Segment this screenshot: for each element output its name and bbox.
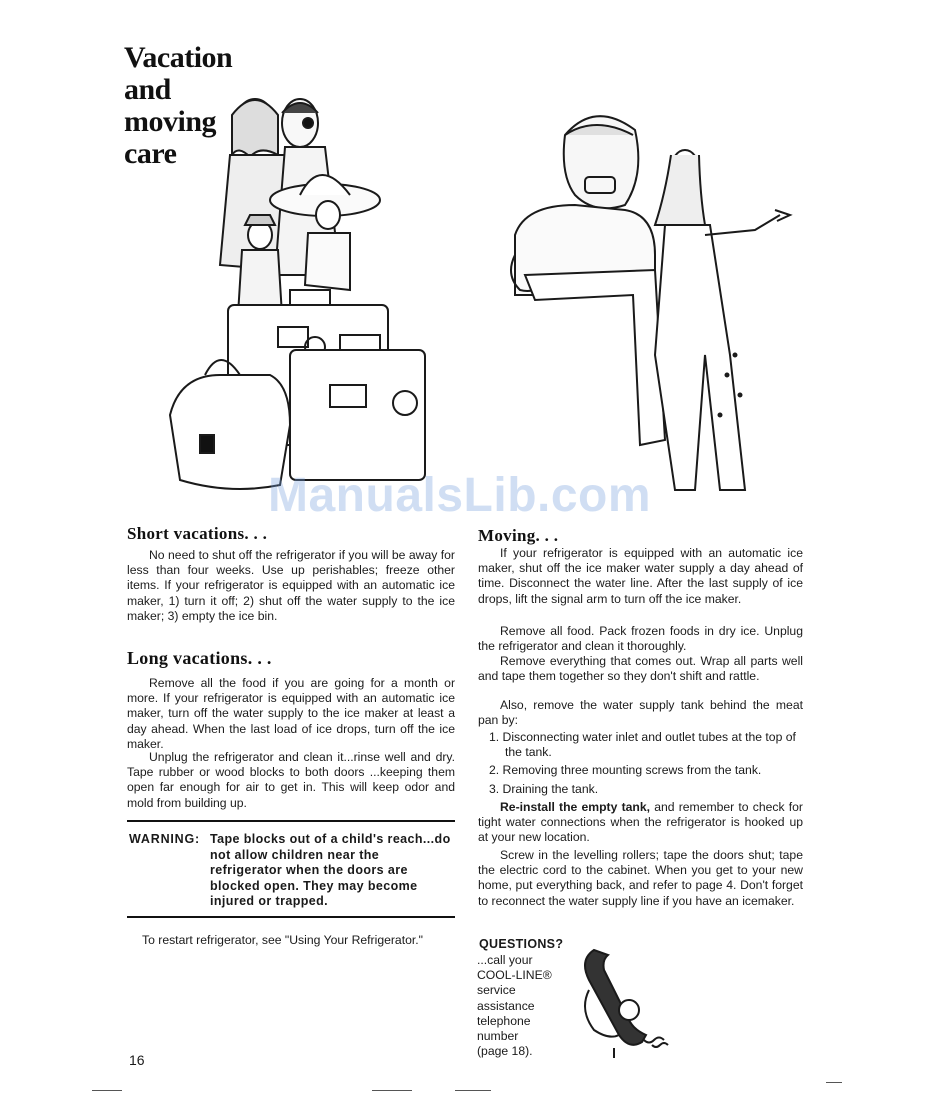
title-line: Vacation [124,41,233,74]
list-item: 1. Disconnecting water inlet and outlet tubes at the top of the tank. [489,730,796,760]
long-vacations-heading: Long vacations. . . [127,648,272,668]
moving-heading: Moving. . . [478,526,559,545]
short-vacations-heading: Short vacations. . . [127,524,268,543]
footer-rule [826,1082,842,1083]
questions-line: COOL-LINE® [477,968,552,983]
short-vacations-text: No need to shut off the refrigerator if you will be away for less than four weeks. Use up perishables; freeze other items. If your refrigerator is equipped with an automatic ice maker, 1) turn it off; 2) shut off the water supply to the ice maker; 3) empty the ice bin. [127,548,455,623]
family-luggage-illustration [160,85,460,505]
page-number: 16 [129,1052,145,1068]
moving-text-1: If your refrigerator is equipped with an automatic ice maker, shut off the ice maker water supply a day ahead of time. Disconnect the water line. After the last supply of ice drops, lift the signal arm to turn off the ice maker. [478,546,803,606]
title-line: moving [124,105,217,138]
moving-text-3: Remove everything that comes out. Wrap all parts well and tape them together so they don't shift and rattle. [478,654,803,684]
telephone-handset-illustration [574,940,674,1058]
footer-rule [372,1090,412,1091]
restart-note: To restart refrigerator, see "Using Your Refrigerator." [142,933,423,947]
movers-carrying-door-illustration [505,95,795,495]
moving-text-2: Remove all food. Pack frozen foods in dry ice. Unplug the refrigerator and clean it thoroughly. [478,624,803,654]
questions-title: QUESTIONS? [479,937,564,951]
moving-text-5 [478,800,803,846]
watermark: ManualsLib.com [268,469,652,522]
questions-line: number [477,1029,519,1044]
footer-rule [92,1090,122,1091]
questions-text [477,953,577,1059]
warning-bottom-rule [127,916,455,918]
questions-line: telephone [477,1013,531,1028]
moving-text-6: Screw in the levelling rollers; tape the doors shut; tape the electric cord to the cabinet. When you get to your new home, put everything back, and refer to page 4. Don't forget to reconnect the water supply line if you have an icemaker. [478,848,803,908]
long-vacations-text-2: Unplug the refrigerator and clean it...rinse well and dry. Tape rubber or wood blocks to both doors ...keeping them open far enough for air to get in. This will keep odor and mold from building up. [127,750,455,810]
questions-line: assistance [477,998,535,1013]
list-item: 3. Draining the tank. [489,781,599,796]
questions-line: ...call your [477,953,533,967]
questions-line: service [477,983,516,998]
reinstall-rest: and remember to check for tight water connections when the refrigerator is hooked up at your new location. [478,800,803,845]
warning-top-rule [127,820,455,822]
long-vacations-text-1: Remove all the food if you are going for a month or more. If your refrigerator is equipped with an automatic ice maker, turn off the water supply to the ice maker at least a day ahead. When the last load of ice drops, turn off the ice maker. [127,676,455,751]
footer-rule [455,1090,491,1091]
questions-line: (page 18). [477,1044,533,1059]
title-line: care [124,137,177,170]
list-item: 2. Removing three mounting screws from the tank. [489,763,762,778]
reinstall-emphasis: Re-install the empty tank, [500,800,651,814]
title-line: and [124,73,171,106]
warning-text: Tape blocks out of a child's reach...do not allow children near the refrigerator when the doors are blocked open. They may become injured or trapped. [210,832,451,908]
moving-text-4: Also, remove the water supply tank behind the meat pan by: [478,698,803,728]
warning-label: WARNING: [129,832,200,846]
tank-removal-steps [478,730,803,797]
